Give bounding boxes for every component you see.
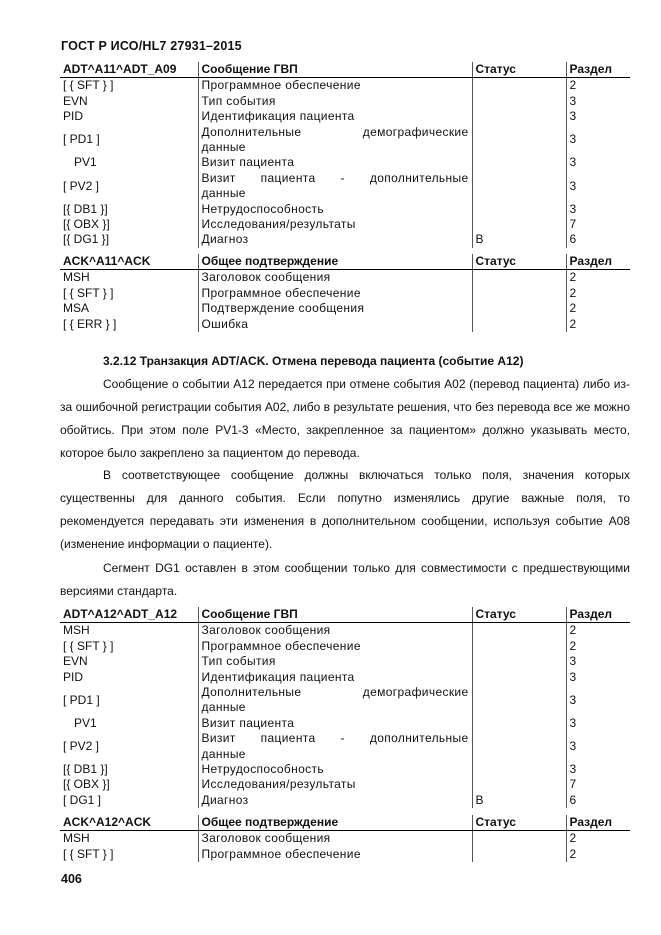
segment-section: 6 bbox=[566, 793, 630, 808]
segment-section: 6 bbox=[566, 232, 630, 247]
description-header: Сообщение ГВП bbox=[198, 607, 472, 623]
segment-code: [{ OBX }] bbox=[63, 217, 110, 232]
table-header-row bbox=[60, 607, 630, 623]
segment-description: Программное обеспечение bbox=[198, 286, 472, 301]
table-row bbox=[60, 716, 630, 731]
segment-code: EVN bbox=[63, 93, 88, 108]
table-row bbox=[60, 286, 630, 301]
segment-code: [ { ERR } ] bbox=[63, 316, 117, 331]
table-row bbox=[60, 762, 630, 777]
segment-section: 2 bbox=[566, 831, 630, 847]
segment-status: B bbox=[472, 232, 566, 247]
section-paragraph: Сегмент DG1 оставлен в этом сообщении только для совместимости с предшествующими версиями стандарта. bbox=[60, 561, 630, 598]
segment-section: 2 bbox=[566, 847, 630, 862]
segment-code: MSH bbox=[63, 270, 90, 285]
segment-description: Диагноз bbox=[198, 232, 472, 247]
segment-section: 2 bbox=[566, 301, 630, 316]
description-header: Общее подтверждение bbox=[198, 815, 472, 831]
table-row bbox=[60, 831, 630, 847]
section-heading: 3.2.12 Транзакция ADT/ACK. Отмена перевода пациента (событие A12) bbox=[103, 354, 524, 368]
segment-section: 3 bbox=[566, 685, 630, 716]
segment-status bbox=[472, 202, 566, 217]
table-row bbox=[60, 317, 630, 332]
segment-section: 3 bbox=[566, 155, 630, 170]
segment-description: Программное обеспечение bbox=[198, 78, 472, 94]
table-row bbox=[60, 125, 630, 156]
segment-code: MSH bbox=[63, 623, 90, 638]
segment-description: Визит пациента bbox=[198, 155, 472, 170]
segment-status bbox=[472, 847, 566, 862]
segment-description: Исследования/результаты bbox=[198, 777, 472, 792]
segment-section: 7 bbox=[566, 777, 630, 792]
segment-description: Идентификация пациента bbox=[198, 109, 472, 124]
segment-section: 2 bbox=[566, 623, 630, 639]
segment-description: Нетрудоспособность bbox=[198, 202, 472, 217]
segment-description: Дополнительные демографические данные bbox=[198, 125, 472, 156]
table-row bbox=[60, 685, 630, 716]
segment-description: Программное обеспечение bbox=[198, 639, 472, 654]
segment-section: 3 bbox=[566, 202, 630, 217]
segment-description: Ошибка bbox=[198, 317, 472, 332]
segment-code: [ PV2 ] bbox=[63, 738, 100, 753]
table-row bbox=[60, 847, 630, 862]
segment-code: [{ DB1 }] bbox=[63, 762, 108, 777]
segment-status bbox=[472, 171, 566, 202]
segment-section: 2 bbox=[566, 317, 630, 332]
segment-description: Дополнительные демографические данные bbox=[198, 685, 472, 716]
segment-status bbox=[472, 270, 566, 286]
segment-status bbox=[472, 301, 566, 316]
table-row bbox=[60, 777, 630, 792]
segment-table-adt-a12 bbox=[60, 607, 630, 808]
segment-section: 3 bbox=[566, 762, 630, 777]
segment-description: Заголовок сообщения bbox=[198, 831, 472, 847]
segment-description: Исследования/результаты bbox=[198, 217, 472, 232]
table-row bbox=[60, 670, 630, 685]
document-header: ГОСТ Р ИСО/HL7 27931–2015 bbox=[61, 39, 242, 53]
segment-code-header: ACK^A12^ACK bbox=[60, 815, 198, 831]
section-header: Раздел bbox=[566, 62, 630, 78]
segment-code: [ { SFT } ] bbox=[63, 285, 114, 300]
segment-code: PID bbox=[63, 669, 84, 684]
segment-code-header: ADT^A12^ADT_A12 bbox=[60, 607, 198, 623]
segment-code: PID bbox=[63, 109, 84, 124]
segment-description: Программное обеспечение bbox=[198, 847, 472, 862]
segment-code: EVN bbox=[63, 654, 88, 669]
segment-code: [ { SFT } ] bbox=[63, 846, 114, 861]
segment-status bbox=[472, 286, 566, 301]
segment-description: Заголовок сообщения bbox=[198, 623, 472, 639]
segment-table-adt-a11 bbox=[60, 62, 630, 248]
description-header: Общее подтверждение bbox=[198, 254, 472, 270]
segment-description: Нетрудоспособность bbox=[198, 762, 472, 777]
segment-description: Тип события bbox=[198, 654, 472, 669]
table-row bbox=[60, 217, 630, 232]
segment-status bbox=[472, 639, 566, 654]
table-row bbox=[60, 654, 630, 669]
section-header: Раздел bbox=[566, 254, 630, 270]
segment-status bbox=[472, 731, 566, 762]
table-row bbox=[60, 731, 630, 762]
description-header: Сообщение ГВП bbox=[198, 62, 472, 78]
segment-description: Визит пациента bbox=[198, 716, 472, 731]
table-row bbox=[60, 301, 630, 316]
section-header: Раздел bbox=[566, 815, 630, 831]
table-row bbox=[60, 793, 630, 808]
segment-section: 2 bbox=[566, 270, 630, 286]
segment-status bbox=[472, 109, 566, 124]
segment-description: Заголовок сообщения bbox=[198, 270, 472, 286]
segment-code-header: ACK^A11^ACK bbox=[60, 254, 198, 270]
segment-code-header: ADT^A11^ADT_A09 bbox=[60, 62, 198, 78]
status-header: Статус bbox=[472, 254, 566, 270]
table-row bbox=[60, 171, 630, 202]
segment-description: Визит пациента - дополнительные данные bbox=[198, 731, 472, 762]
segment-code: [ { SFT } ] bbox=[63, 78, 114, 93]
segment-code: PV1 bbox=[74, 715, 97, 730]
segment-description: Диагноз bbox=[198, 793, 472, 808]
section-paragraph: Сообщение о событии A12 передается при отмене события A02 (перевод пациента) либо из-за ошибочной регистрации события A02, либо в результате решения, что без перевода все же можно обойтись. При этом поле PV1-3 «Место, закрепленное за пациентом» должно указывать место, которое было закреплено за пациентом до перевода. bbox=[60, 377, 630, 460]
table-row bbox=[60, 78, 630, 94]
segment-section: 3 bbox=[566, 125, 630, 156]
table-row bbox=[60, 623, 630, 639]
status-header: Статус bbox=[472, 607, 566, 623]
segment-code: PV1 bbox=[74, 155, 97, 170]
table-row bbox=[60, 270, 630, 286]
segment-status bbox=[472, 654, 566, 669]
table-row bbox=[60, 109, 630, 124]
segment-code: [{ DG1 }] bbox=[63, 232, 110, 247]
segment-status bbox=[472, 685, 566, 716]
segment-status bbox=[472, 155, 566, 170]
segment-status bbox=[472, 670, 566, 685]
segment-table-ack-a11 bbox=[60, 254, 630, 332]
segment-table-ack-a12 bbox=[60, 815, 630, 862]
table-header-row bbox=[60, 254, 630, 270]
segment-code: [ DG1 ] bbox=[63, 792, 102, 807]
status-header: Статус bbox=[472, 62, 566, 78]
table-row bbox=[60, 155, 630, 170]
segment-status bbox=[472, 78, 566, 94]
table-row bbox=[60, 94, 630, 109]
segment-code: [{ OBX }] bbox=[63, 777, 110, 792]
segment-code: [ PD1 ] bbox=[63, 692, 100, 707]
segment-status bbox=[472, 716, 566, 731]
segment-code: MSA bbox=[63, 301, 90, 316]
segment-status bbox=[472, 777, 566, 792]
table-header-row bbox=[60, 815, 630, 831]
segment-section: 7 bbox=[566, 217, 630, 232]
table-row bbox=[60, 202, 630, 217]
table-row bbox=[60, 639, 630, 654]
table-row bbox=[60, 232, 630, 247]
segment-section: 2 bbox=[566, 639, 630, 654]
segment-status bbox=[472, 125, 566, 156]
section-paragraph: В соответствующее сообщение должны включаться только поля, значения которых существенны для данного события. Если попутно изменялись другие важные поля, то рекомендуется передавать эти изменения в дополнительном сообщении, используя событие A08 (изменение информации о пациенте). bbox=[60, 468, 630, 551]
segment-status bbox=[472, 317, 566, 332]
segment-status bbox=[472, 217, 566, 232]
segment-section: 3 bbox=[566, 94, 630, 109]
segment-code: [ PV2 ] bbox=[63, 178, 100, 193]
segment-status bbox=[472, 94, 566, 109]
segment-code: [ { SFT } ] bbox=[63, 638, 114, 653]
segment-status: B bbox=[472, 793, 566, 808]
segment-section: 3 bbox=[566, 731, 630, 762]
segment-code: [ PD1 ] bbox=[63, 132, 100, 147]
segment-status bbox=[472, 623, 566, 639]
table-header-row bbox=[60, 62, 630, 78]
segment-section: 3 bbox=[566, 109, 630, 124]
segment-description: Визит пациента - дополнительные данные bbox=[198, 171, 472, 202]
segment-description: Подтверждение сообщения bbox=[198, 301, 472, 316]
segment-description: Идентификация пациента bbox=[198, 670, 472, 685]
segment-section: 2 bbox=[566, 286, 630, 301]
segment-description: Тип события bbox=[198, 94, 472, 109]
segment-section: 3 bbox=[566, 670, 630, 685]
page-number: 406 bbox=[61, 872, 82, 886]
segment-status bbox=[472, 762, 566, 777]
segment-section: 3 bbox=[566, 171, 630, 202]
segment-section: 2 bbox=[566, 78, 630, 94]
section-header: Раздел bbox=[566, 607, 630, 623]
segment-code: [{ DB1 }] bbox=[63, 201, 108, 216]
segment-section: 3 bbox=[566, 654, 630, 669]
segment-section: 3 bbox=[566, 716, 630, 731]
segment-code: MSH bbox=[63, 831, 90, 846]
status-header: Статус bbox=[472, 815, 566, 831]
segment-status bbox=[472, 831, 566, 847]
